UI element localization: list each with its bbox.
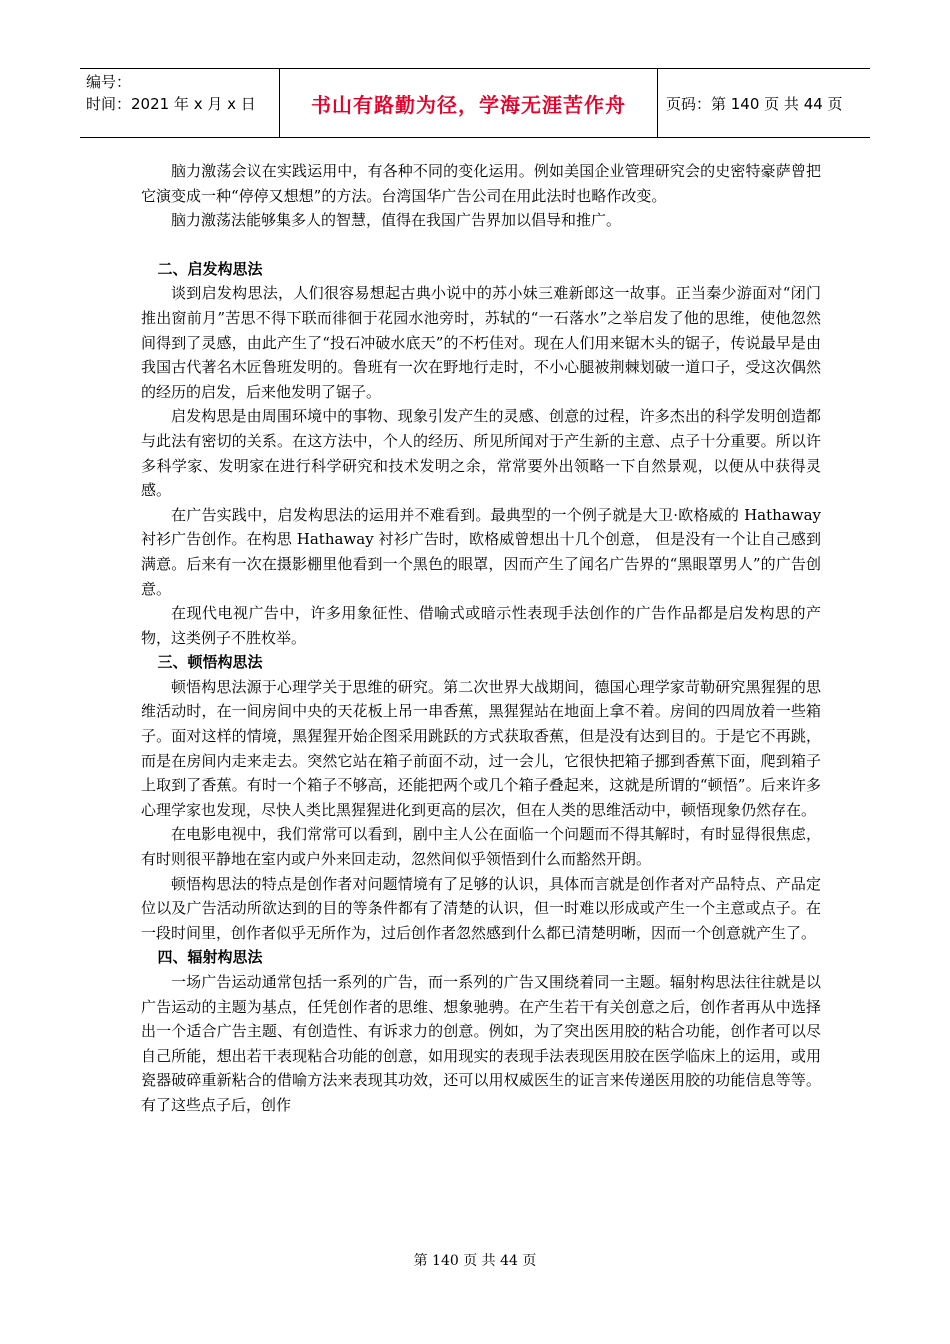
paragraph: 脑力激荡法能够集多人的智慧，值得在我国广告界加以倡导和推广。 bbox=[171, 211, 622, 230]
paragraph: 在电影电视中，我们常常可以看到，剧中主人公在面临一个问题而不得其解时，有时显得很焦虑，有时则很平静地在室内或户外来回走动，忽然间似乎领悟到什么而豁然开朗。 bbox=[141, 825, 821, 869]
header-meta bbox=[80, 69, 280, 137]
section-heading: 三、顿悟构思法 bbox=[157, 653, 263, 672]
doc-number-label: 编号： bbox=[86, 73, 132, 91]
section-heading: 四、辐射构思法 bbox=[157, 948, 263, 967]
page-footer: 第 140 页 共 44 页 bbox=[413, 1253, 537, 1269]
paragraph: 在现代电视广告中，许多用象征性、借喻式或暗示性表现手法创作的广告作品都是启发构思的产物，这类例子不胜枚举。 bbox=[141, 604, 821, 647]
doc-time-label: 时间：2021 年 x 月 x 日 bbox=[86, 95, 256, 113]
header-page-label: 页码：第 140 页 共 44 页 bbox=[666, 94, 843, 113]
page-header bbox=[80, 68, 870, 138]
paragraph: 脑力激荡会议在实践运用中，有各种不同的变化运用。例如美国企业管理研究会的史密特豪萨曾把它演变成一种“停停又想想”的方法。台湾国华广告公司在用此法时也略作改变。 bbox=[141, 162, 821, 205]
paragraph: 一场广告运动通常包括一系列的广告，而一系列的广告又围绕着同一主题。辐射构思法往往就是以广告运动的主题为基点，任凭创作者的思维、想象驰骋。在产生若干有关创意之后，创作者再从中选择出一个适合广告主题、有创造性、有诉求力的创意。例如，为了突出医用胶的粘合功能，创作者可以尽自己所能，想出若干表现粘合功能的创意，如用现实的表现手法表现医用胶在医学临床上的运用，或用瓷器破碎重新粘合的借喻方法来表现其功效，还可以用权威医生的证言来传递医用胶的功能信息等等。有了这些点子后，创作 bbox=[141, 973, 821, 1114]
spacer bbox=[141, 233, 821, 257]
paragraph: 顿悟构思法源于心理学关于思维的研究。第二次世界大战期间，德国心理学家苛勒研究黑猩猩的思维活动时，在一间房间中央的天花板上吊一串香蕉，黑猩猩站在地面上拿不着。房间的四周放着一些箱子。面对这样的情境，黑猩猩开始企图采用跳跃的方式获取香蕉，但是没有达到目的。于是它不再跳，而是在房间内走来走去。突然它站在箱子前面不动，过一会儿，它很快把箱子挪到香蕉下面，爬到箱子上取到了香蕉。有时一个箱子不够高，还能把两个或几个箱子叠起来，这就是所谓的“顿悟”。后来许多心理学家也发现，尽快人类比黑猩猩进化到更高的层次，但在人类的思维活动中，顿悟现象仍然存在。 bbox=[141, 677, 821, 819]
document-body bbox=[141, 159, 821, 1118]
header-motto: 书山有路勤为径，学海无涯苦作舟 bbox=[280, 69, 658, 137]
paragraph: 在广告实践中，启发构思法的运用并不难看到。最典型的一个例子就是大卫·欧格威的 Hathaway 衬衫广告创作。在构思 Hathaway 衬衫广告时，欧格威曾想出十几个创意， 但是没有一个让自己感到满意。后来有一次在摄影棚里他看到一个黑色的眼罩，因而产生了闻名广告界的“黑眼罩男人”的广告创意。 bbox=[141, 505, 821, 598]
paragraph: 启发构思是由周围环境中的事物、现象引发产生的灵感、创意的过程，许多杰出的科学发明创造都与此法有密切的关系。在这方法中，个人的经历、所见所闻对于产生新的主意、点子十分重要。所以许多科学家、发明家在进行科学研究和技术发明之余，常常要外出领略一下自然景观，以便从中获得灵感。 bbox=[141, 407, 821, 500]
paragraph: 谈到启发构思法，人们很容易想起古典小说中的苏小妹三难新郎这一故事。正当秦少游面对“闭门推出窗前月”苦思不得下联而徘徊于花园水池旁时，苏轼的“一石落水”之举启发了他的思维，使他忽然间得到了灵感，由此产生了“投石冲破水底天”的不朽佳对。现在人们用来锯木头的锯子，传说最早是由我国古代著名木匠鲁班发明的。鲁班有一次在野地行走时，不小心腿被荆棘划破一道口子，受这次偶然的经历的启发，后来他发明了锯子。 bbox=[141, 284, 821, 401]
section-heading: 二、启发构思法 bbox=[157, 259, 263, 278]
paragraph: 顿悟构思法的特点是创作者对问题情境有了足够的认识，具体而言就是创作者对产品特点、产品定位以及广告活动所欲达到的目的等条件都有了清楚的认识，但一时难以形成或产生一个主意或点子。在一段时间里，创作者似乎无所作为，过后创作者忽然感到什么都已清楚明晰，因而一个创意就产生了。 bbox=[141, 874, 821, 942]
